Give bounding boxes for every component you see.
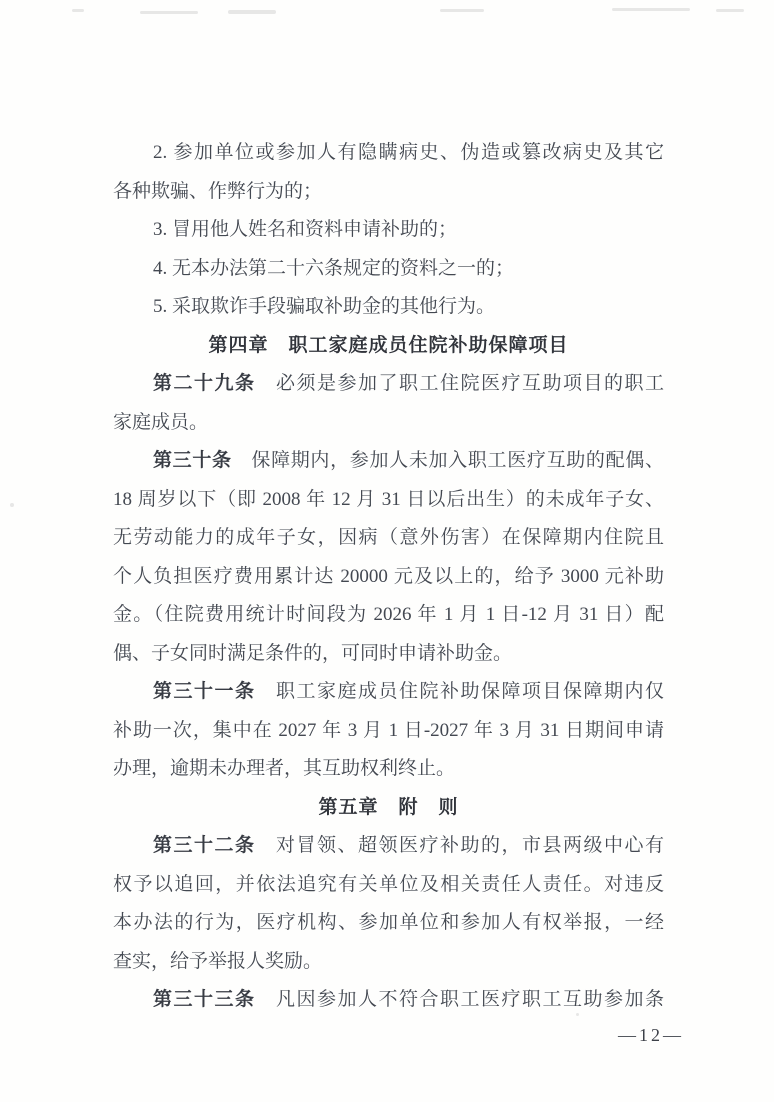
document-body bbox=[113, 134, 664, 1020]
scan-artifact bbox=[10, 503, 14, 507]
list-item-2 bbox=[113, 134, 664, 173]
line-text: 凡因参加人不符合职工医疗职工互助参加条 bbox=[255, 989, 664, 1010]
line-text: 保障期内，参加人未加入职工医疗互助的配偶、 bbox=[231, 450, 664, 471]
paragraph-line bbox=[113, 635, 664, 674]
paragraph-line bbox=[113, 173, 664, 212]
paragraph-line bbox=[113, 904, 664, 943]
line-text: 3. 冒用他人姓名和资料申请补助的； bbox=[153, 219, 458, 240]
line-text: 职工家庭成员住院补助保障项目保障期内仅 bbox=[255, 681, 664, 702]
line-text: 补助一次，集中在 2027 年 3 月 1 日-2027 年 3 月 31 日期间申请 bbox=[113, 719, 664, 741]
article-29-line bbox=[113, 365, 664, 404]
paragraph-line bbox=[113, 519, 664, 558]
page-number: —12— bbox=[618, 1025, 684, 1045]
article-number: 第三十三条 bbox=[153, 989, 256, 1010]
line-text: 18 周岁以下（即 2008 年 12 月 31 日以后出生）的未成年子女、 bbox=[113, 488, 664, 510]
scan-artifact bbox=[612, 8, 690, 11]
scan-artifact bbox=[716, 9, 744, 12]
scan-artifact bbox=[72, 9, 84, 12]
list-item-3 bbox=[113, 211, 664, 250]
line-text: 家庭成员。 bbox=[113, 411, 209, 433]
line-text: 4. 无本办法第二十六条规定的资料之一的； bbox=[153, 257, 515, 279]
heading-text: 第四章 职工家庭成员住院补助保障项目 bbox=[208, 334, 569, 356]
line-text: 偶、子女同时满足条件的，可同时申请补助金。 bbox=[113, 642, 513, 664]
scan-artifact bbox=[440, 9, 484, 12]
scan-artifact bbox=[140, 11, 198, 14]
line-text: 2. 参加单位或参加人有隐瞒病史、伪造或篡改病史及其它 bbox=[153, 142, 664, 163]
article-number: 第二十九条 bbox=[153, 373, 256, 394]
line-text: 金。（住院费用统计时间段为 2026 年 1 月 1 日-12 月 31 日）配 bbox=[113, 604, 664, 625]
chapter-5-heading bbox=[113, 789, 664, 828]
paragraph-line bbox=[113, 481, 664, 520]
paragraph-line bbox=[113, 712, 664, 751]
paragraph-line bbox=[113, 943, 664, 982]
line-text: 必须是参加了职工住院医疗互助项目的职工 bbox=[255, 373, 664, 394]
line-text: 5. 采取欺诈手段骗取补助金的其他行为。 bbox=[153, 296, 496, 317]
chapter-4-heading bbox=[113, 327, 664, 366]
line-text: 无劳动能力的成年子女，因病（意外伤害）在保障期内住院且 bbox=[113, 527, 664, 548]
article-31-line bbox=[113, 673, 664, 712]
list-item-4 bbox=[113, 250, 664, 289]
line-text: 本办法的行为，医疗机构、参加单位和参加人有权举报，一经 bbox=[113, 912, 664, 933]
line-text: 权予以追回，并依法追究有关单位及相关责任人责任。对违反 bbox=[113, 873, 664, 895]
article-number: 第三十二条 bbox=[153, 835, 256, 856]
article-30-line bbox=[113, 442, 664, 481]
line-text: 查实，给予举报人奖励。 bbox=[113, 950, 323, 972]
heading-text: 第五章 附 则 bbox=[318, 796, 459, 818]
paragraph-line bbox=[113, 866, 664, 905]
article-33-line bbox=[113, 981, 664, 1020]
list-item-5 bbox=[113, 288, 664, 327]
line-text: 个人负担医疗费用累计达 20000 元及以上的，给予 3000 元补助 bbox=[113, 565, 664, 587]
paragraph-line bbox=[113, 596, 664, 635]
article-32-line bbox=[113, 827, 664, 866]
line-text: 各种欺骗、作弊行为的； bbox=[113, 180, 323, 202]
scan-artifact bbox=[228, 10, 276, 14]
article-number: 第三十一条 bbox=[153, 681, 256, 702]
paragraph-line bbox=[113, 404, 664, 443]
paragraph-line bbox=[113, 558, 664, 597]
paragraph-line bbox=[113, 750, 664, 789]
article-number: 第三十条 bbox=[153, 450, 232, 471]
line-text: 对冒领、超领医疗补助的，市县两级中心有 bbox=[255, 835, 664, 856]
line-text: 办理，逾期未办理者，其互助权利终止。 bbox=[113, 758, 456, 779]
